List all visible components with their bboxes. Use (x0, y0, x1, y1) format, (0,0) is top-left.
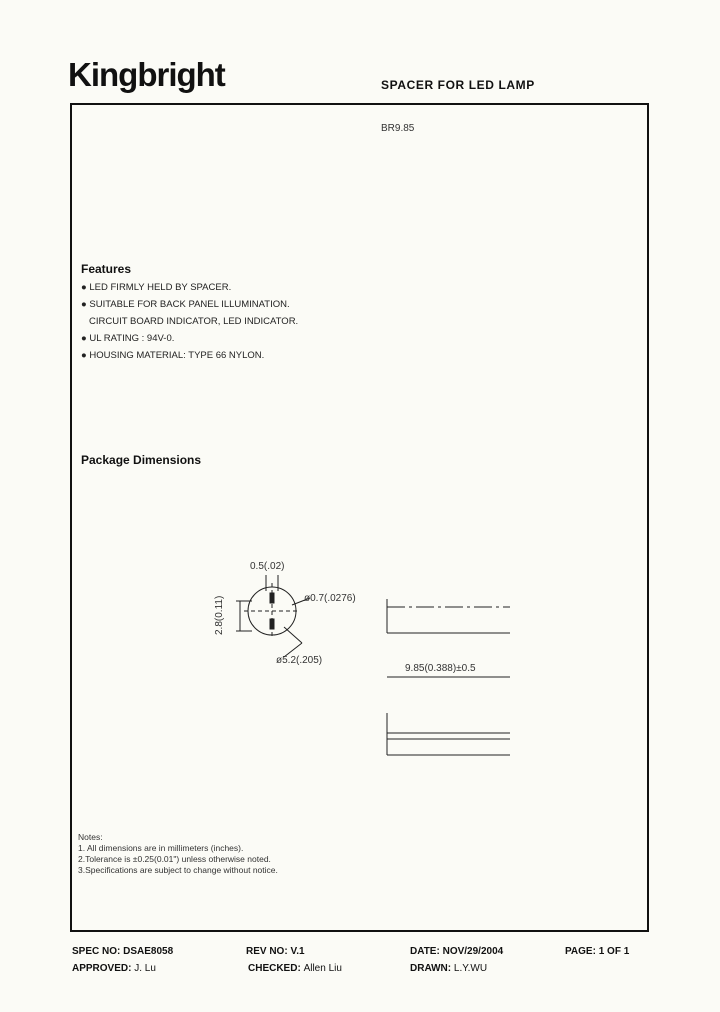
slot-mark (270, 619, 274, 629)
drawn-value: L.Y.WU (453, 963, 488, 974)
page-label: PAGE: (565, 946, 596, 957)
notes-title: Notes: (78, 832, 103, 842)
features-heading: Features (81, 262, 132, 276)
package-dimensions-heading: Package Dimensions (81, 453, 202, 467)
checked-label: CHECKED: (248, 963, 301, 974)
spec-number (72, 946, 173, 957)
note-item: 1. All dimensions are in millimeters (inches). (78, 843, 244, 853)
note-item: 3.Specifications are subject to change without notice. (78, 865, 278, 875)
date-value: NOV/29/2004 (442, 946, 504, 957)
page-value: 1 OF 1 (598, 946, 630, 957)
revision-number (246, 946, 305, 957)
feature-item: ● SUITABLE FOR BACK PANEL ILLUMINATION. (81, 299, 290, 310)
spec-label: SPEC NO: (72, 946, 121, 957)
approved-by (72, 963, 156, 974)
part-number: BR9.85 (381, 123, 415, 134)
checked-value: Allen Liu (303, 963, 342, 974)
dim-length: 9.85(0.388)±0.5 (405, 663, 476, 674)
checked-by (248, 963, 342, 974)
content-frame (70, 103, 649, 932)
note-item: 2.Tolerance is ±0.25(0.01") unless otherwise noted. (78, 854, 271, 864)
feature-item: CIRCUIT BOARD INDICATOR, LED INDICATOR. (89, 316, 299, 327)
document-date (410, 946, 503, 957)
approved-label: APPROVED: (72, 963, 132, 974)
dim-outer-diameter: ø5.2(.205) (276, 655, 323, 666)
dim-slot-width: 0.5(.02) (250, 561, 285, 572)
slot-mark (270, 593, 274, 603)
dim-hole: ø0.7(.0276) (304, 593, 356, 604)
diameter-leader (284, 627, 302, 643)
package-dimension-drawing (200, 555, 520, 765)
page-indicator (565, 946, 629, 957)
dim-height: 2.8(0.11) (214, 595, 225, 635)
drawn-by (410, 963, 487, 974)
feature-item: ● HOUSING MATERIAL: TYPE 66 NYLON. (81, 350, 265, 361)
feature-item: ● LED FIRMLY HELD BY SPACER. (81, 282, 232, 293)
rev-value: V.1 (290, 946, 305, 957)
kingbright-logo: Kingbright (68, 56, 225, 93)
approved-value: J. Lu (134, 963, 156, 974)
date-label: DATE: (410, 946, 440, 957)
rev-label: REV NO: (246, 946, 288, 957)
front-view (236, 575, 310, 657)
document-title: SPACER FOR LED LAMP (381, 78, 535, 92)
side-view-bottom (387, 713, 510, 755)
spec-value: DSAE8058 (123, 946, 174, 957)
drawn-label: DRAWN: (410, 963, 452, 974)
feature-item: ● UL RATING : 94V-0. (81, 333, 175, 344)
